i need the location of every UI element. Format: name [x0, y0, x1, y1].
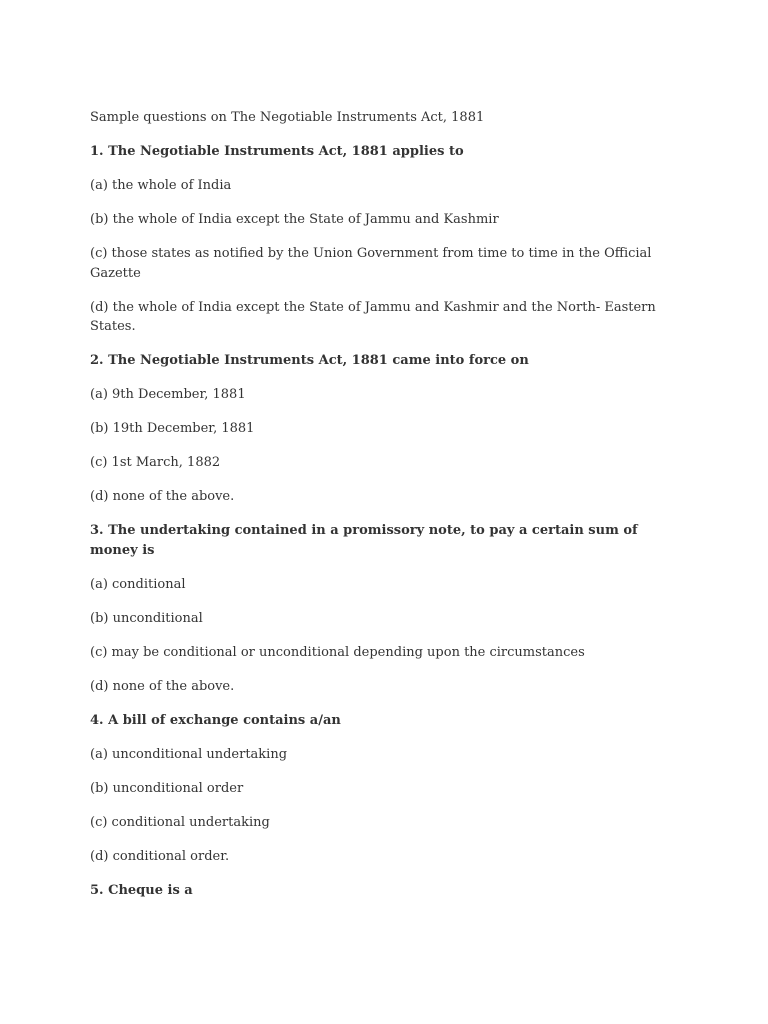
- question-2: 2. The Negotiable Instruments Act, 1881 came into force on: [90, 353, 529, 368]
- question-4-option-d: (d) conditional order.: [90, 848, 230, 864]
- question-4: 4. A bill of exchange contains a/an: [90, 712, 341, 728]
- document-intro: Sample questions on The Negotiable Instruments Act, 1881: [90, 110, 485, 125]
- question-3: 3. The undertaking contained in a promissory note, to pay a certain sum of money is: [90, 523, 638, 558]
- question-2-option-d: (d) none of the above.: [90, 489, 235, 504]
- question-2-option-b: (b) 19th December, 1881: [90, 421, 255, 436]
- question-4-option-b: (b) unconditional order: [90, 780, 244, 796]
- question-4-option-a: (a) unconditional undertaking: [90, 746, 288, 762]
- question-2-option-a: (a) 9th December, 1881: [90, 387, 246, 402]
- question-3-option-a: (a) conditional: [90, 576, 186, 592]
- question-3-option-c: (c) may be conditional or unconditional depending upon the circumstances: [90, 644, 585, 660]
- document-page: [90, 108, 680, 915]
- question-1-option-a: (a) the whole of India: [90, 178, 232, 193]
- question-1-option-d: (d) the whole of India except the State of Jammu and Kashmir and the North- Eastern States.: [90, 299, 656, 334]
- question-3-option-d: (d) none of the above.: [90, 678, 235, 694]
- question-1: 1. The Negotiable Instruments Act, 1881 applies to: [90, 144, 464, 159]
- question-1-option-c: (c) those states as notified by the Union Government from time to time in the Official Gazette: [90, 246, 652, 281]
- question-5: 5. Cheque is a: [90, 882, 193, 898]
- question-3-option-b: (b) unconditional: [90, 610, 203, 626]
- question-2-option-c: (c) 1st March, 1882: [90, 455, 221, 470]
- question-1-option-b: (b) the whole of India except the State of Jammu and Kashmir: [90, 212, 499, 227]
- question-4-option-c: (c) conditional undertaking: [90, 814, 270, 830]
